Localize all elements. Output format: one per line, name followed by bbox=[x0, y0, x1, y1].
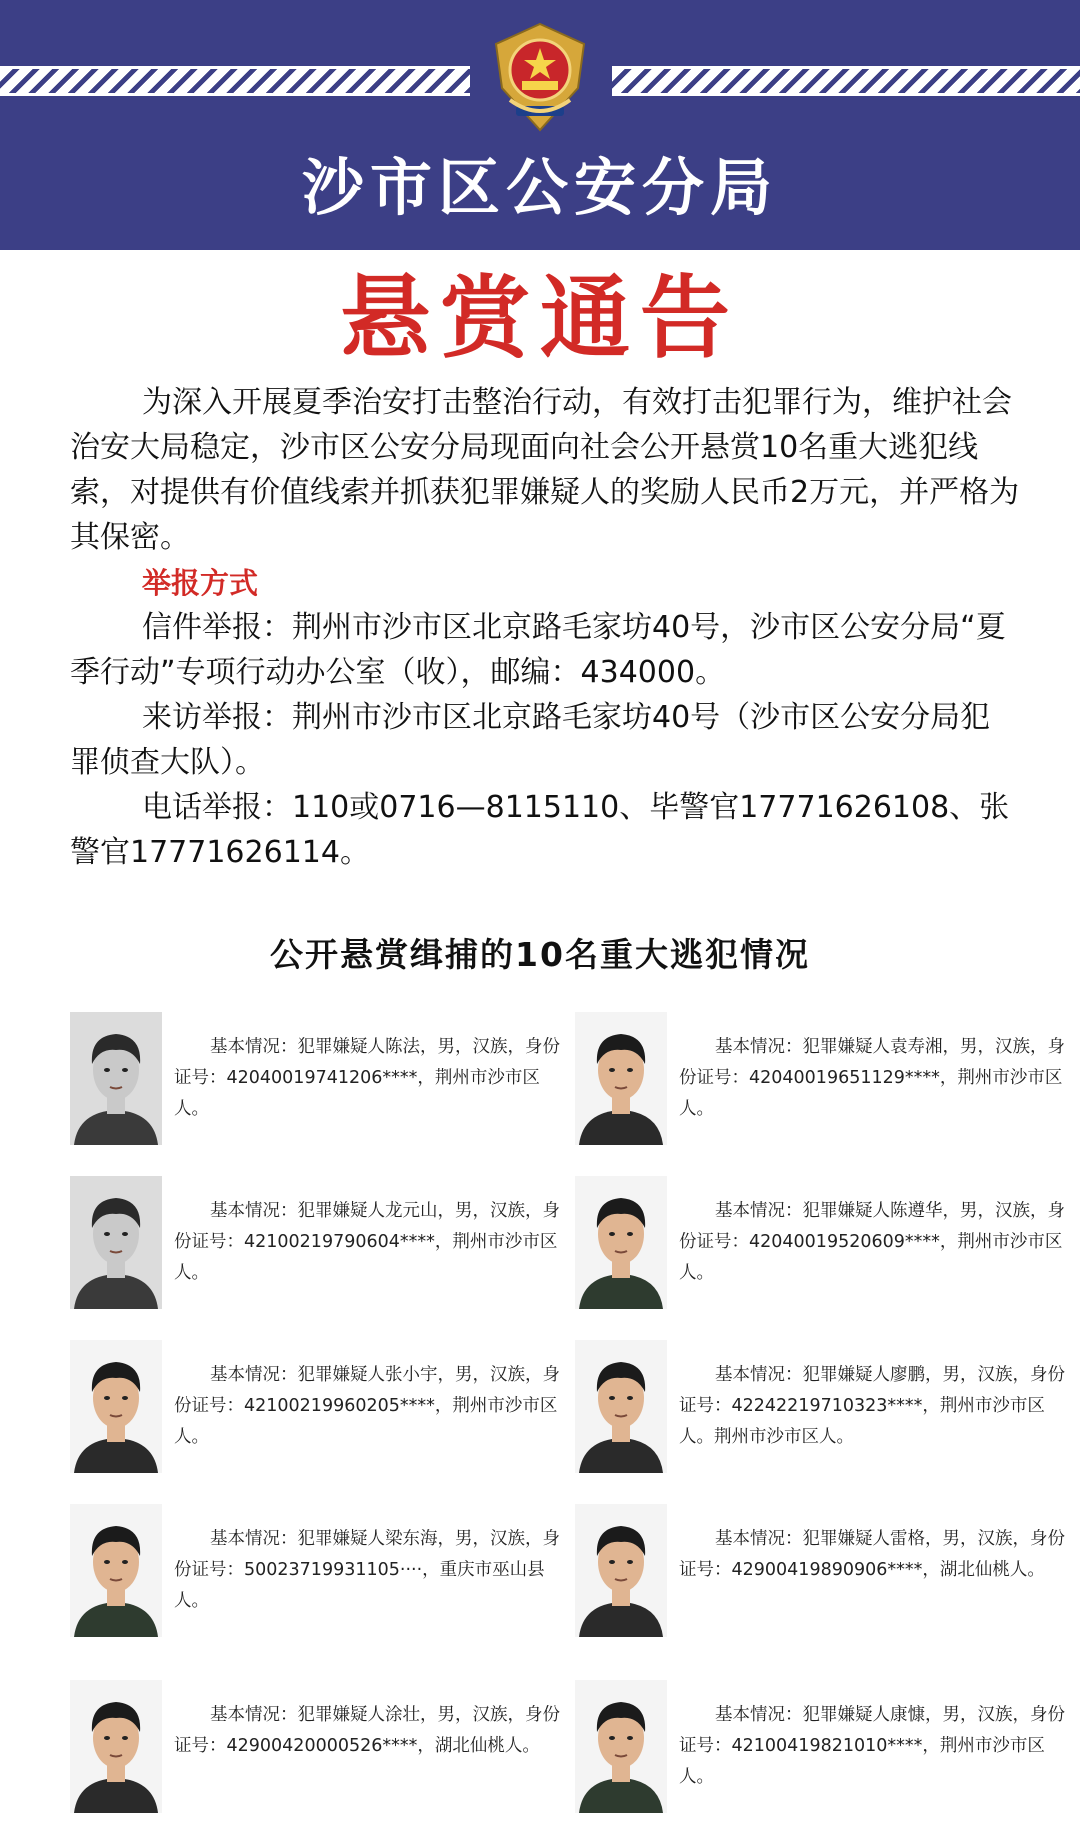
suspect-card bbox=[575, 1340, 1075, 1475]
suspect-card bbox=[575, 1176, 1075, 1311]
suspect-description: 基本情况：犯罪嫌疑人袁寿湘，男，汉族，身份证号：42040019651129****，荆州市沙市区人。 bbox=[679, 1037, 1065, 1119]
suspect-description: 基本情况：犯罪嫌疑人陈法，男，汉族，身份证号：42040019741206****，荆州市沙市区人。 bbox=[174, 1037, 560, 1119]
notice-title: 悬赏通告 bbox=[340, 265, 740, 371]
suspect-description: 基本情况：犯罪嫌疑人龙元山，男，汉族，身份证号：42100219790604****，荆州市沙市区人。 bbox=[174, 1201, 560, 1283]
section-title: 公开悬赏缉捕的10名重大逃犯情况 bbox=[270, 935, 810, 974]
suspect-photo bbox=[70, 1504, 162, 1637]
suspect-photo bbox=[575, 1176, 667, 1309]
police-emblem-icon bbox=[484, 18, 596, 138]
suspect-photo bbox=[70, 1176, 162, 1309]
suspect-card bbox=[70, 1012, 570, 1147]
suspect-photo bbox=[70, 1012, 162, 1145]
suspect-card bbox=[575, 1680, 1075, 1815]
phone-report-paragraph: 电话举报：110或0716—8115110、毕警官17771626108、张警官17771626114。 bbox=[70, 790, 1010, 870]
suspect-description: 基本情况：犯罪嫌疑人雷格，男，汉族，身份证号：42900419890906****，湖北仙桃人。 bbox=[679, 1529, 1065, 1580]
suspect-photo bbox=[575, 1012, 667, 1145]
intro-paragraph: 为深入开展夏季治安打击整治行动，有效打击犯罪行为，维护社会治安大局稳定，沙市区公安分局现面向社会公开悬赏10名重大逃犯线索，对提供有价值线索并抓获犯罪嫌疑人的奖励人民币2万元，并严格为其保密。 bbox=[70, 385, 1020, 555]
suspect-description: 基本情况：犯罪嫌疑人张小宇，男，汉族，身份证号：42100219960205****，荆州市沙市区人。 bbox=[174, 1365, 560, 1447]
suspect-photo bbox=[70, 1340, 162, 1473]
rope-border-left bbox=[0, 66, 470, 96]
mail-report-paragraph: 信件举报：荆州市沙市区北京路毛家坊40号，沙市区公安分局“夏季行动”专项行动办公室（收），邮编：434000。 bbox=[70, 610, 1006, 690]
suspect-photo bbox=[70, 1680, 162, 1813]
suspect-card bbox=[70, 1176, 570, 1311]
visit-report-paragraph: 来访举报：荆州市沙市区北京路毛家坊40号（沙市区公安分局犯罪侦查大队）。 bbox=[70, 700, 991, 780]
suspect-description: 基本情况：犯罪嫌疑人涂壮，男，汉族，身份证号：42900420000526****，湖北仙桃人。 bbox=[174, 1705, 560, 1756]
suspect-card bbox=[70, 1340, 570, 1475]
suspect-photo bbox=[575, 1504, 667, 1637]
suspect-photo bbox=[575, 1680, 667, 1813]
suspect-card bbox=[575, 1012, 1075, 1147]
suspect-card bbox=[575, 1504, 1075, 1639]
agency-title: 沙市区公安分局 bbox=[301, 151, 778, 224]
suspect-card bbox=[70, 1680, 570, 1815]
suspect-photo bbox=[575, 1340, 667, 1473]
suspect-card bbox=[70, 1504, 570, 1639]
rope-border-right bbox=[612, 66, 1080, 96]
header-banner bbox=[0, 0, 1080, 250]
suspect-description: 基本情况：犯罪嫌疑人廖鹏，男，汉族，身份证号：42242219710323****，荆州市沙市区人。荆州市沙市区人。 bbox=[679, 1365, 1065, 1447]
suspect-description: 基本情况：犯罪嫌疑人陈遵华，男，汉族，身份证号：42040019520609****，荆州市沙市区人。 bbox=[679, 1201, 1065, 1283]
report-method-label: 举报方式 bbox=[142, 566, 259, 600]
suspect-description: 基本情况：犯罪嫌疑人康慷，男，汉族，身份证号：42100419821010****，荆州市沙市区人。 bbox=[679, 1705, 1065, 1787]
suspect-description: 基本情况：犯罪嫌疑人梁东海，男，汉族，身份证号：50023719931105····，重庆市巫山县人。 bbox=[174, 1529, 560, 1611]
